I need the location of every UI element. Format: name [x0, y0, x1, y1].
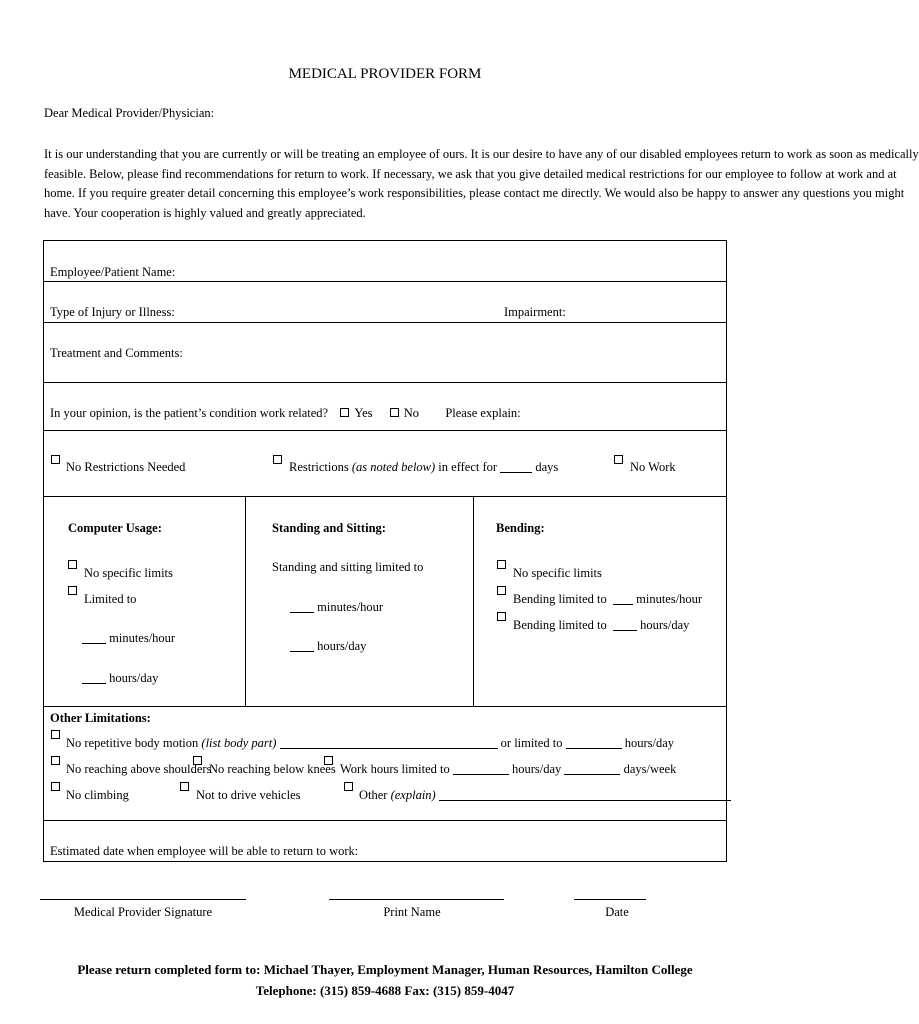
row-divider	[44, 706, 726, 707]
explain-label: (explain)	[390, 788, 436, 802]
work-hours-day-label: hours/day	[512, 762, 562, 776]
standing-hours-label: hours/day	[317, 639, 367, 653]
row-divider	[44, 430, 726, 431]
please-explain-field[interactable]: Please explain:	[445, 406, 521, 420]
restriction-days-blank[interactable]	[500, 461, 532, 473]
standing-minutes-blank[interactable]	[290, 601, 314, 613]
bending-heading: Bending:	[496, 521, 545, 535]
restrictions-checkbox[interactable]	[273, 455, 282, 464]
restrictions-label	[289, 460, 558, 475]
restrictions-prefix: Restrictions	[289, 460, 352, 474]
column-divider	[473, 496, 474, 706]
standing-hours-blank[interactable]	[290, 640, 314, 652]
bending-no-limits-label: No specific limits	[513, 566, 602, 580]
not-drive-checkbox[interactable]	[180, 782, 189, 791]
as-noted-below: (as noted below)	[351, 460, 436, 474]
reaching-below-checkbox[interactable]	[193, 756, 202, 765]
yes-checkbox[interactable]	[340, 408, 349, 417]
reaching-above-checkbox[interactable]	[51, 756, 60, 765]
bending-minutes-blank[interactable]	[613, 593, 633, 605]
bending-limited-label-2: Bending limited to	[513, 618, 607, 632]
not-drive-label: Not to drive vehicles	[196, 788, 301, 802]
footer-contact: Telephone: (315) 859-4688 Fax: (315) 859-4047	[255, 983, 515, 998]
standing-minutes-label: minutes/hour	[317, 600, 384, 614]
reaching-below-label: No reaching below knees	[209, 762, 336, 776]
row-divider	[44, 322, 726, 323]
bending-hours-label: hours/day	[640, 618, 690, 632]
date-line[interactable]	[574, 899, 646, 900]
employee-name-field[interactable]: Employee/Patient Name:	[50, 265, 176, 279]
print-name-label: Print Name	[383, 905, 441, 919]
other-row	[359, 788, 731, 803]
injury-type-field[interactable]: Type of Injury or Illness:	[50, 305, 175, 319]
no-work-checkbox[interactable]	[614, 455, 623, 464]
repetitive-hours-label: hours/day	[624, 736, 675, 750]
computer-minutes-row	[82, 631, 175, 646]
computer-hours-row	[82, 671, 158, 686]
repetitive-motion-label: No repetitive body motion	[66, 736, 202, 750]
restrictions-suffix: in effect for	[435, 460, 501, 474]
repetitive-motion-row	[66, 736, 674, 751]
bending-minutes-row	[513, 592, 702, 607]
bending-minutes-label: minutes/hour	[636, 592, 703, 606]
impairment-field[interactable]: Impairment:	[504, 305, 566, 319]
provider-signature-line[interactable]	[40, 899, 246, 900]
work-hours-label: Work hours limited to	[340, 762, 450, 776]
treatment-comments-field[interactable]: Treatment and Comments:	[50, 346, 183, 360]
no-label: No	[403, 406, 420, 420]
days-label: days	[532, 460, 559, 474]
standing-sitting-heading: Standing and Sitting:	[272, 521, 386, 535]
row-divider	[44, 496, 726, 497]
other-limitations-heading: Other Limitations:	[50, 711, 151, 725]
computer-limited-checkbox[interactable]	[68, 586, 77, 595]
intro-line: feasible. Below, please find recommendations for return to work. If necessary, we ask that you give detailed medical restrictions for our employee to follow at work and at	[44, 166, 897, 181]
no-checkbox[interactable]	[390, 408, 399, 417]
work-related-question	[50, 406, 521, 421]
other-checkbox[interactable]	[344, 782, 353, 791]
work-hours-day-blank[interactable]	[453, 763, 509, 775]
intro-paragraph	[44, 145, 919, 223]
reaching-above-label: No reaching above shoulders	[66, 762, 212, 776]
yes-label: Yes	[354, 406, 373, 420]
body-part-blank[interactable]	[280, 737, 498, 749]
intro-line: have. Your cooperation is highly valued and greatly appreciated.	[44, 205, 366, 220]
computer-limited-label: Limited to	[84, 592, 137, 606]
no-climbing-label: No climbing	[66, 788, 129, 802]
bending-no-limits-checkbox[interactable]	[497, 560, 506, 569]
date-label: Date	[605, 905, 629, 919]
footer-return-instructions: Please return completed form to: Michael Thayer, Employment Manager, Human Resources, Hamilton College	[77, 962, 693, 977]
work-hours-row	[340, 762, 676, 777]
bending-limited-label: Bending limited to	[513, 592, 607, 606]
work-days-week-label: days/week	[623, 762, 677, 776]
computer-minutes-blank[interactable]	[82, 632, 106, 644]
salutation: Dear Medical Provider/Physician:	[44, 106, 215, 120]
row-divider	[44, 281, 726, 282]
repetitive-hours-blank[interactable]	[566, 737, 622, 749]
provider-signature-label: Medical Provider Signature	[73, 905, 213, 919]
no-restrictions-label: No Restrictions Needed	[66, 460, 186, 474]
form-table	[43, 240, 727, 862]
form-title: MEDICAL PROVIDER FORM	[288, 66, 482, 82]
computer-hours-label: hours/day	[109, 671, 159, 685]
computer-usage-heading: Computer Usage:	[68, 521, 162, 535]
bending-hours-row	[513, 618, 689, 633]
return-date-field[interactable]: Estimated date when employee will be able to return to work:	[50, 844, 359, 858]
computer-hours-blank[interactable]	[82, 672, 106, 684]
no-climbing-checkbox[interactable]	[51, 782, 60, 791]
list-body-part: (list body part)	[201, 736, 277, 750]
standing-minutes-row	[290, 600, 383, 615]
intro-line: It is our understanding that you are currently or will be treating an employee of ours. It is our desire to have any of our disabled employees return to work as soon as medically	[44, 147, 919, 161]
other-explain-blank[interactable]	[439, 789, 731, 801]
no-work-label: No Work	[630, 460, 676, 474]
row-divider	[44, 382, 726, 383]
computer-minutes-label: minutes/hour	[109, 631, 176, 645]
other-label: Other	[359, 788, 391, 802]
computer-no-limits-checkbox[interactable]	[68, 560, 77, 569]
repetitive-motion-checkbox[interactable]	[51, 730, 60, 739]
intro-line: home. If you require greater detail concerning this employee’s work responsibilities, please contact me directly. We would also be happy to answer any questions you might	[44, 186, 905, 200]
standing-limited-label: Standing and sitting limited to	[272, 560, 424, 574]
work-related-label: In your opinion, is the patient’s condition work related?	[50, 406, 329, 420]
bending-hours-blank[interactable]	[613, 619, 637, 631]
standing-hours-row	[290, 639, 366, 654]
column-divider	[245, 496, 246, 706]
computer-no-limits-label: No specific limits	[84, 566, 173, 580]
bending-hours-checkbox[interactable]	[497, 612, 506, 621]
or-limited-to-label: or limited to	[500, 736, 563, 750]
work-hours-checkbox[interactable]	[324, 756, 333, 765]
bending-minutes-checkbox[interactable]	[497, 586, 506, 595]
work-days-week-blank[interactable]	[564, 763, 620, 775]
row-divider	[44, 820, 726, 821]
no-restrictions-checkbox[interactable]	[51, 455, 60, 464]
print-name-line[interactable]	[329, 899, 504, 900]
